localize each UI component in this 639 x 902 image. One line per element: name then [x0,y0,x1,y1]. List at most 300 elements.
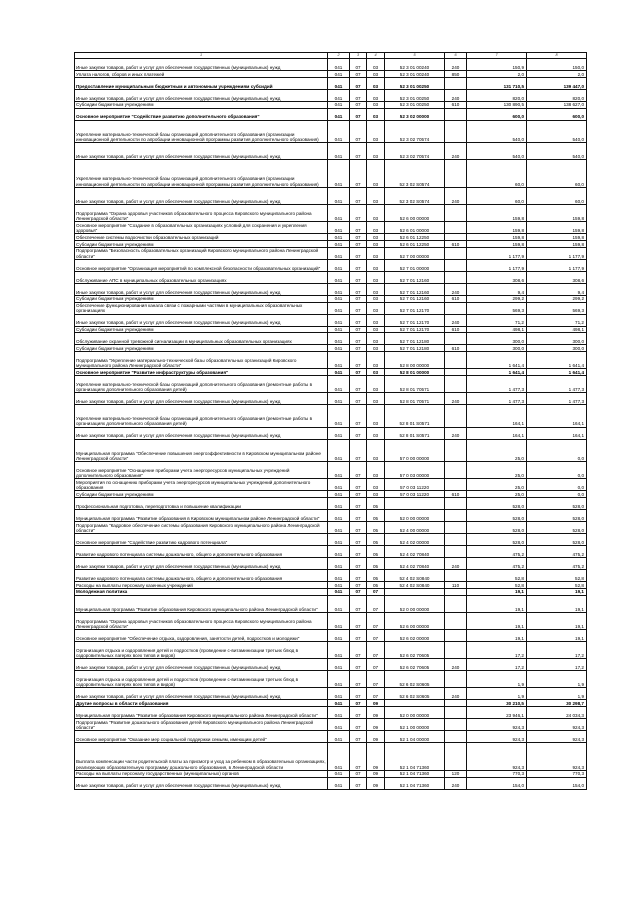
row-name-cell: Иные закупки товаров, работ и услуг для обеспечения государственных (муниципальных) нужд [75,558,328,570]
row-name-cell: Муниципальная программа "Развитие образования Кировского муниципального района Ленинградской области" [75,595,328,612]
expense-type-cell [445,160,467,188]
expense-type-cell [445,479,467,491]
row-name-cell: Субсидии бюджетным учреждениям [75,491,328,498]
subsection-code-cell: 03 [367,222,385,234]
ministry-code-cell: 041 [328,259,350,271]
target-article-cell: 52 7 01 12180 [385,333,445,345]
target-article-cell: 52 6 01 00000 [385,222,445,234]
section-code-cell: 07 [350,326,367,333]
row-name-cell: Расходы на выплаты персоналу казенных учреждений [75,582,328,589]
expense-type-cell [445,405,467,427]
section-code-cell: 07 [350,271,367,283]
section-code-cell: 07 [350,405,367,427]
table-row [75,234,587,241]
amount-year1-cell: 52,8 [467,582,527,589]
amount-year1-cell: 300,0 [467,345,527,352]
ministry-code-cell: 041 [328,376,350,393]
table-row [75,295,587,302]
subsection-code-cell: 03 [367,462,385,479]
amount-year1-cell: 924,3 [467,719,527,731]
ministry-code-cell: 041 [328,510,350,522]
row-name-cell: Организация отдыха и оздоровления детей и подростков (проведение с-витаминизации третьих блюд в оздоровительных лагерях всех типов и видов) [75,642,328,659]
amount-year2-cell: 1 641,4 [527,369,587,376]
section-code-cell: 07 [350,479,367,491]
ministry-code-cell: 041 [328,326,350,333]
section-code-cell: 07 [350,570,367,582]
table-row [75,204,587,221]
table-row [75,582,587,589]
expense-type-cell [445,510,467,522]
column-number: 8 [527,53,587,59]
subsection-code-cell: 03 [367,376,385,393]
amount-year2-cell: 9,4 [527,283,587,295]
amount-year2-cell: 19,1 [527,595,587,612]
ministry-code-cell: 041 [328,743,350,771]
expense-type-cell [445,222,467,234]
subsection-code-cell: 03 [367,302,385,314]
amount-year2-cell: 24 034,3 [527,707,587,719]
amount-year1-cell: 1,9 [467,671,527,688]
amount-year2-cell: 138 627,0 [527,101,587,108]
subsection-code-cell: 03 [367,295,385,302]
amount-year2-cell: 0,0 [527,479,587,491]
target-article-cell: 52 3 01 00250 [385,101,445,108]
table-row [75,491,587,498]
section-code-cell: 07 [350,777,367,789]
target-article-cell: 52 7 01 12170 [385,314,445,326]
target-article-cell: 52 8 01 00000 [385,369,445,376]
section-code-cell: 07 [350,352,367,369]
column-number: 1 [75,53,328,59]
amount-year2-cell: 600,0 [527,108,587,120]
target-article-cell: 52 0 00 00000 [385,510,445,522]
ministry-code-cell: 041 [328,498,350,510]
table-row [75,120,587,142]
subsection-code-cell: 05 [367,498,385,510]
subsection-code-cell: 03 [367,108,385,120]
ministry-code-cell: 041 [328,612,350,629]
amount-year2-cell: 60,0 [527,187,587,204]
amount-year1-cell: 154,0 [467,777,527,789]
target-article-cell: 52 4 00 00000 [385,522,445,534]
subsection-code-cell: 03 [367,491,385,498]
ministry-code-cell: 041 [328,659,350,671]
expense-type-cell [445,707,467,719]
amount-year2-cell: 19,1 [527,630,587,642]
expense-type-cell: 120 [445,770,467,777]
expense-type-cell [445,234,467,241]
expense-type-cell: 110 [445,582,467,589]
target-article-cell: 52 3 02 S0574 [385,187,445,204]
ministry-code-cell: 041 [328,120,350,142]
amount-year2-cell: 770,3 [527,770,587,777]
amount-year2-cell: 924,3 [527,731,587,743]
section-code-cell: 07 [350,71,367,78]
target-article-cell: 52 8 00 00000 [385,352,445,369]
section-code-cell: 07 [350,588,367,595]
row-name-cell: Подпрограмма "Развитие дошкольного образования детей Кировского муниципального района Ленинградской области" [75,719,328,731]
table-row [75,630,587,642]
amount-year1-cell: 159,8 [467,222,527,234]
subsection-code-cell: 09 [367,770,385,777]
amount-year1-cell: 25,0 [467,462,527,479]
table-row [75,405,587,427]
row-name-cell: Обслуживание АПС в муниципальных образовательных организациях [75,271,328,283]
table-row [75,283,587,295]
amount-year2-cell: 924,3 [527,719,587,731]
amount-year1-cell: 164,1 [467,405,527,427]
subsection-code-cell: 03 [367,142,385,159]
amount-year2-cell: 164,1 [527,427,587,439]
expense-type-cell [445,588,467,595]
section-code-cell: 07 [350,108,367,120]
subsection-code-cell: 07 [367,612,385,629]
amount-year1-cell: 924,3 [467,731,527,743]
section-code-cell: 07 [350,671,367,688]
section-code-cell: 07 [350,314,367,326]
amount-year1-cell: 60,0 [467,187,527,204]
table-row [75,570,587,582]
target-article-cell: 52 8 01 70571 [385,393,445,405]
target-article-cell: 52 4 02 S0840 [385,582,445,589]
expense-type-cell [445,498,467,510]
section-code-cell: 07 [350,707,367,719]
amount-year2-cell: 498,1 [527,326,587,333]
amount-year1-cell: 159,8 [467,204,527,221]
amount-year1-cell: 308,6 [467,271,527,283]
amount-year2-cell: 0,0 [527,462,587,479]
amount-year2-cell: 30 298,7 [527,700,587,707]
table-row [75,546,587,558]
amount-year1-cell: 540,0 [467,120,527,142]
section-code-cell: 07 [350,59,367,71]
ministry-code-cell: 041 [328,77,350,89]
table-row [75,271,587,283]
table-row [75,302,587,314]
amount-year1-cell: 540,0 [467,142,527,159]
table-row [75,314,587,326]
ministry-code-cell: 041 [328,405,350,427]
table-row [75,522,587,534]
target-article-cell: 52 6 00 00000 [385,204,445,221]
amount-year2-cell: 0,0 [527,491,587,498]
row-name-cell: Основное мероприятие "Создание в образовательных организациях условий для сохранения и укрепления здоровья" [75,222,328,234]
amount-year2-cell: 924,3 [527,743,587,771]
subsection-code-cell: 03 [367,204,385,221]
ministry-code-cell: 041 [328,582,350,589]
row-name-cell: Иные закупки товаров, работ и услуг для обеспечения государственных (муниципальных) нужд [75,314,328,326]
subsection-code-cell: 09 [367,719,385,731]
subsection-code-cell: 07 [367,642,385,659]
row-name-cell: Подпрограмма "Безопасность образовательных организаций Кировского муниципального района Ленинградской области" [75,247,328,259]
table-row [75,259,587,271]
expense-type-cell [445,369,467,376]
target-article-cell: 57 0 03 00000 [385,462,445,479]
subsection-code-cell: 07 [367,630,385,642]
table-row [75,707,587,719]
table-row [75,393,587,405]
subsection-code-cell: 03 [367,234,385,241]
row-name-cell: Обеспечение функционирования канала связи с пожарными частями в муниципальных образовательных организациях [75,302,328,314]
row-name-cell: Иные закупки товаров, работ и услуг для обеспечения государственных (муниципальных) нужд [75,393,328,405]
target-article-cell: 57 0 00 00000 [385,439,445,461]
ministry-code-cell: 041 [328,101,350,108]
section-code-cell: 07 [350,333,367,345]
table-row [75,345,587,352]
target-article-cell: 52 3 02 S0574 [385,160,445,188]
row-name-cell: Иные закупки товаров, работ и услуг для обеспечения государственных (муниципальных) нужд [75,427,328,439]
ministry-code-cell: 041 [328,462,350,479]
amount-year2-cell: 1 177,9 [527,247,587,259]
ministry-code-cell: 041 [328,700,350,707]
expense-type-cell [445,204,467,221]
subsection-code-cell: 03 [367,333,385,345]
ministry-code-cell: 041 [328,707,350,719]
table-row [75,247,587,259]
row-name-cell: Основное мероприятие "Обеспечение отдыха, оздоровления, занятости детей, подростков и молодежи" [75,630,328,642]
target-article-cell: 57 0 03 11220 [385,491,445,498]
amount-year1-cell: 17,2 [467,642,527,659]
table-row [75,101,587,108]
amount-year2-cell: 300,0 [527,333,587,345]
table-row [75,719,587,731]
amount-year2-cell: 71,2 [527,314,587,326]
row-name-cell: Мероприятия по оснащению приборами учета энергоресурсов муниципальных учреждений дополнительного образования [75,479,328,491]
table-row [75,142,587,159]
expense-type-cell: 850 [445,71,467,78]
subsection-code-cell: 07 [367,588,385,595]
row-name-cell: Субсидии бюджетным учреждениям [75,326,328,333]
amount-year2-cell: 1,9 [527,671,587,688]
section-code-cell: 07 [350,345,367,352]
amount-year1-cell: 19,1 [467,630,527,642]
expense-type-cell: 240 [445,59,467,71]
target-article-cell: 52 1 04 71360 [385,777,445,789]
budget-table-page [74,52,586,790]
row-name-cell: Иные закупки товаров, работ и услуг для обеспечения государственных (муниципальных) нужд [75,659,328,671]
row-name-cell: Основное мероприятие "Оказание мер социальной поддержки семьям, имеющим детей" [75,731,328,743]
section-code-cell: 07 [350,770,367,777]
amount-year1-cell: 159,8 [467,234,527,241]
ministry-code-cell: 041 [328,688,350,700]
row-name-cell: Организация отдыха и оздоровления детей и подростков (проведение с-витаминизации третьих блюд в оздоровительных лагерях всех типов и видов) [75,671,328,688]
expense-type-cell: 610 [445,295,467,302]
amount-year2-cell: 17,2 [527,659,587,671]
table-row [75,498,587,510]
table-row [75,731,587,743]
expense-type-cell [445,731,467,743]
section-code-cell: 07 [350,731,367,743]
subsection-code-cell: 05 [367,522,385,534]
row-name-cell: Обеспечение системы водоочистки образовательных организаций [75,234,328,241]
expense-type-cell [445,642,467,659]
amount-year1-cell: 1 177,9 [467,259,527,271]
expense-type-cell [445,120,467,142]
target-article-cell [385,498,445,510]
amount-year2-cell: 0,0 [527,439,587,461]
ministry-code-cell: 041 [328,240,350,247]
target-article-cell: 52 7 01 12160 [385,295,445,302]
amount-year2-cell: 1 477,3 [527,376,587,393]
expense-type-cell: 240 [445,777,467,789]
row-name-cell: Основное мероприятие "Организация мероприятий по комплексной безопасности образовательных организаций" [75,259,328,271]
table-row [75,671,587,688]
row-name-cell: Иные закупки товаров, работ и услуг для обеспечения государственных (муниципальных) нужд [75,688,328,700]
column-number: 4 [367,53,385,59]
table-row [75,427,587,439]
expense-type-cell [445,719,467,731]
amount-year1-cell: 924,3 [467,743,527,771]
table-row [75,77,587,89]
subsection-code-cell: 03 [367,439,385,461]
section-code-cell: 07 [350,642,367,659]
row-name-cell: Иные закупки товаров, работ и услуг для обеспечения государственных (муниципальных) нужд [75,283,328,295]
amount-year1-cell: 25,0 [467,491,527,498]
amount-year1-cell: 164,1 [467,427,527,439]
table-row [75,479,587,491]
ministry-code-cell: 041 [328,59,350,71]
subsection-code-cell: 03 [367,59,385,71]
target-article-cell: 52 3 02 70574 [385,120,445,142]
subsection-code-cell: 03 [367,369,385,376]
target-article-cell: 52 6 02 S0605 [385,671,445,688]
ministry-code-cell: 041 [328,247,350,259]
amount-year1-cell: 23 946,1 [467,707,527,719]
section-code-cell: 07 [350,187,367,204]
table-row [75,700,587,707]
target-article-cell: 52 7 01 00000 [385,259,445,271]
section-code-cell: 07 [350,204,367,221]
subsection-code-cell: 07 [367,671,385,688]
ministry-code-cell: 041 [328,187,350,204]
amount-year1-cell: 2,0 [467,71,527,78]
target-article-cell: 52 4 02 70840 [385,558,445,570]
row-name-cell: Основное мероприятие "Развитие инфраструктуры образования" [75,369,328,376]
target-article-cell [385,700,445,707]
table-row [75,222,587,234]
amount-year2-cell: 540,0 [527,120,587,142]
table-row [75,333,587,345]
table-row [75,770,587,777]
expense-type-cell [445,522,467,534]
section-code-cell: 07 [350,259,367,271]
section-code-cell: 07 [350,427,367,439]
expense-type-cell [445,671,467,688]
section-code-cell: 07 [350,142,367,159]
subsection-code-cell: 03 [367,479,385,491]
amount-year1-cell: 131 710,5 [467,77,527,89]
expense-type-cell [445,333,467,345]
amount-year1-cell: 528,0 [467,498,527,510]
ministry-code-cell: 041 [328,671,350,688]
section-code-cell: 07 [350,295,367,302]
row-name-cell: Основное мероприятие "Содействие развитию кадрового потенциала" [75,534,328,546]
subsection-code-cell: 09 [367,731,385,743]
amount-year1-cell: 71,2 [467,314,527,326]
table-row [75,595,587,612]
amount-year2-cell: 299,2 [527,295,587,302]
expense-type-cell [445,700,467,707]
target-article-cell: 52 3 02 00000 [385,108,445,120]
table-row [75,462,587,479]
subsection-code-cell: 03 [367,101,385,108]
section-code-cell: 07 [350,498,367,510]
section-code-cell: 07 [350,160,367,188]
section-code-cell: 07 [350,283,367,295]
subsection-code-cell: 03 [367,160,385,188]
row-name-cell: Обслуживание охранной тревожной сигнализации в муниципальных образовательных организациях [75,333,328,345]
target-article-cell: 52 4 02 00000 [385,534,445,546]
expense-type-cell [445,376,467,393]
amount-year2-cell: 475,2 [527,558,587,570]
amount-year2-cell: 540,0 [527,142,587,159]
column-number: 5 [385,53,445,59]
target-article-cell: 52 6 01 12250 [385,234,445,241]
subsection-code-cell: 03 [367,259,385,271]
subsection-code-cell: 03 [367,352,385,369]
table-row [75,439,587,461]
target-article-cell: 52 3 02 70574 [385,142,445,159]
target-article-cell: 52 8 01 S0571 [385,427,445,439]
row-name-cell: Основное мероприятие "Содействие развитию дополнительного образования" [75,108,328,120]
ministry-code-cell: 041 [328,558,350,570]
amount-year2-cell: 2,0 [527,71,587,78]
target-article-cell: 52 1 04 00000 [385,731,445,743]
subsection-code-cell: 03 [367,120,385,142]
subsection-code-cell: 03 [367,345,385,352]
ministry-code-cell: 041 [328,642,350,659]
target-article-cell: 52 7 01 12160 [385,271,445,283]
row-name-cell: Развитие кадрового потенциала системы дошкольного, общего и дополнительного образования [75,570,328,582]
expense-type-cell [445,570,467,582]
amount-year1-cell: 52,8 [467,570,527,582]
amount-year2-cell: 19,1 [527,588,587,595]
ministry-code-cell: 041 [328,89,350,101]
subsection-code-cell: 03 [367,71,385,78]
row-name-cell: Расходы на выплаты персоналу государственных (муниципальных) органов [75,770,328,777]
subsection-code-cell: 03 [367,240,385,247]
amount-year2-cell: 52,8 [527,570,587,582]
ministry-code-cell: 041 [328,595,350,612]
amount-year1-cell: 60,0 [467,160,527,188]
section-code-cell: 07 [350,462,367,479]
target-article-cell [385,588,445,595]
amount-year1-cell: 17,2 [467,659,527,671]
table-row [75,89,587,101]
section-code-cell: 07 [350,393,367,405]
ministry-code-cell: 041 [328,731,350,743]
row-name-cell: Подпрограмма "Охрана здоровья участников образовательного процесса Кировского муниципального района Ленинградской области" [75,612,328,629]
subsection-code-cell: 05 [367,510,385,522]
amount-year2-cell: 820,0 [527,89,587,101]
row-name-cell: Субсидии бюджетным учреждениям [75,101,328,108]
amount-year1-cell: 1 177,9 [467,247,527,259]
target-article-cell: 52 8 01 S0571 [385,405,445,427]
budget-table [74,52,587,790]
amount-year2-cell: 528,0 [527,522,587,534]
row-name-cell: Другие вопросы в области образования [75,700,328,707]
target-article-cell: 52 3 01 00240 [385,59,445,71]
table-row [75,612,587,629]
target-article-cell: 52 7 01 12160 [385,283,445,295]
table-row [75,376,587,393]
target-article-cell: 52 1 00 00000 [385,719,445,731]
ministry-code-cell: 041 [328,546,350,558]
ministry-code-cell: 041 [328,222,350,234]
amount-year1-cell: 498,1 [467,326,527,333]
ministry-code-cell: 041 [328,204,350,221]
column-number: 2 [328,53,350,59]
